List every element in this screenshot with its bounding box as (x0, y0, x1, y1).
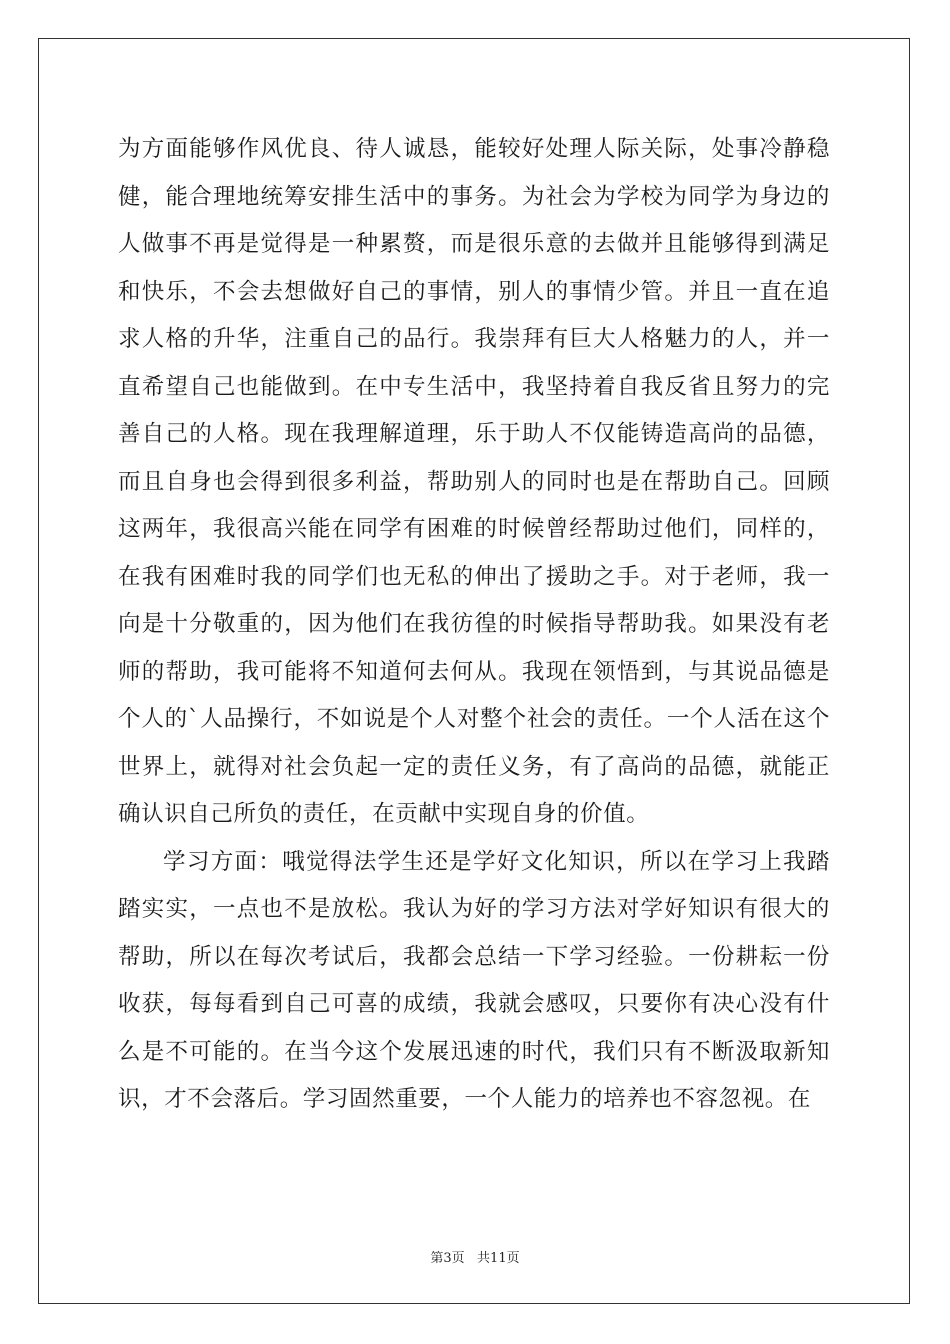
paragraph-study: 学习方面：哦觉得法学生还是学好文化知识，所以在学习上我踏踏实实，一点也不是放松。我认为好的学习方法对学好知识有很大的帮助，所以在每次考试后，我都会总结一下学习经验。一份耕耘一份收获，每每看到自己可喜的成绩，我就会感叹，只要你有决心没有什么是不可能的。在当今这个发展迅速的时代，我们只有不断汲取新知识，才不会落后。学习固然重要，一个人能力的培养也不容忽视。在 (118, 848, 830, 1112)
document-body (118, 126, 830, 1124)
page-number: 第3页 共11页 (430, 1251, 520, 1266)
paragraph-conduct: 为方面能够作风优良、待人诚恳，能较好处理人际关际，处事冷静稳健，能合理地统筹安排生活中的事务。为社会为学校为同学为身边的人做事不再是觉得是一种累赘，而是很乐意的去做并且能够得到满足和快乐，不会去想做好自己的事情，别人的事情少管。并且一直在追求人格的升华，注重自己的品行。我崇拜有巨大人格魅力的人，并一直希望自己也能做到。在中专生活中，我坚持着自我反省且努力的完善自己的人格。现在我理解道理，乐于助人不仅能铸造高尚的品德，而且自身也会得到很多利益，帮助别人的同时也是在帮助自己。回顾这两年，我很高兴能在同学有困难的时候曾经帮助过他们，同样的，在我有困难时我的同学们也无私的伸出了援助之手。对于老师，我一向是十分敬重的，因为他们在我彷徨的时候指导帮助我。如果没有老师的帮助，我可能将不知道何去何从。我现在领悟到，与其说品德是个人的`人品操行，不如说是个人对整个社会的责任。一个人活在这个世界上，就得对社会负起一定的责任义务，有了高尚的品德，就能正确认识自己所负的责任，在贡献中实现自身的价值。 (118, 136, 830, 827)
